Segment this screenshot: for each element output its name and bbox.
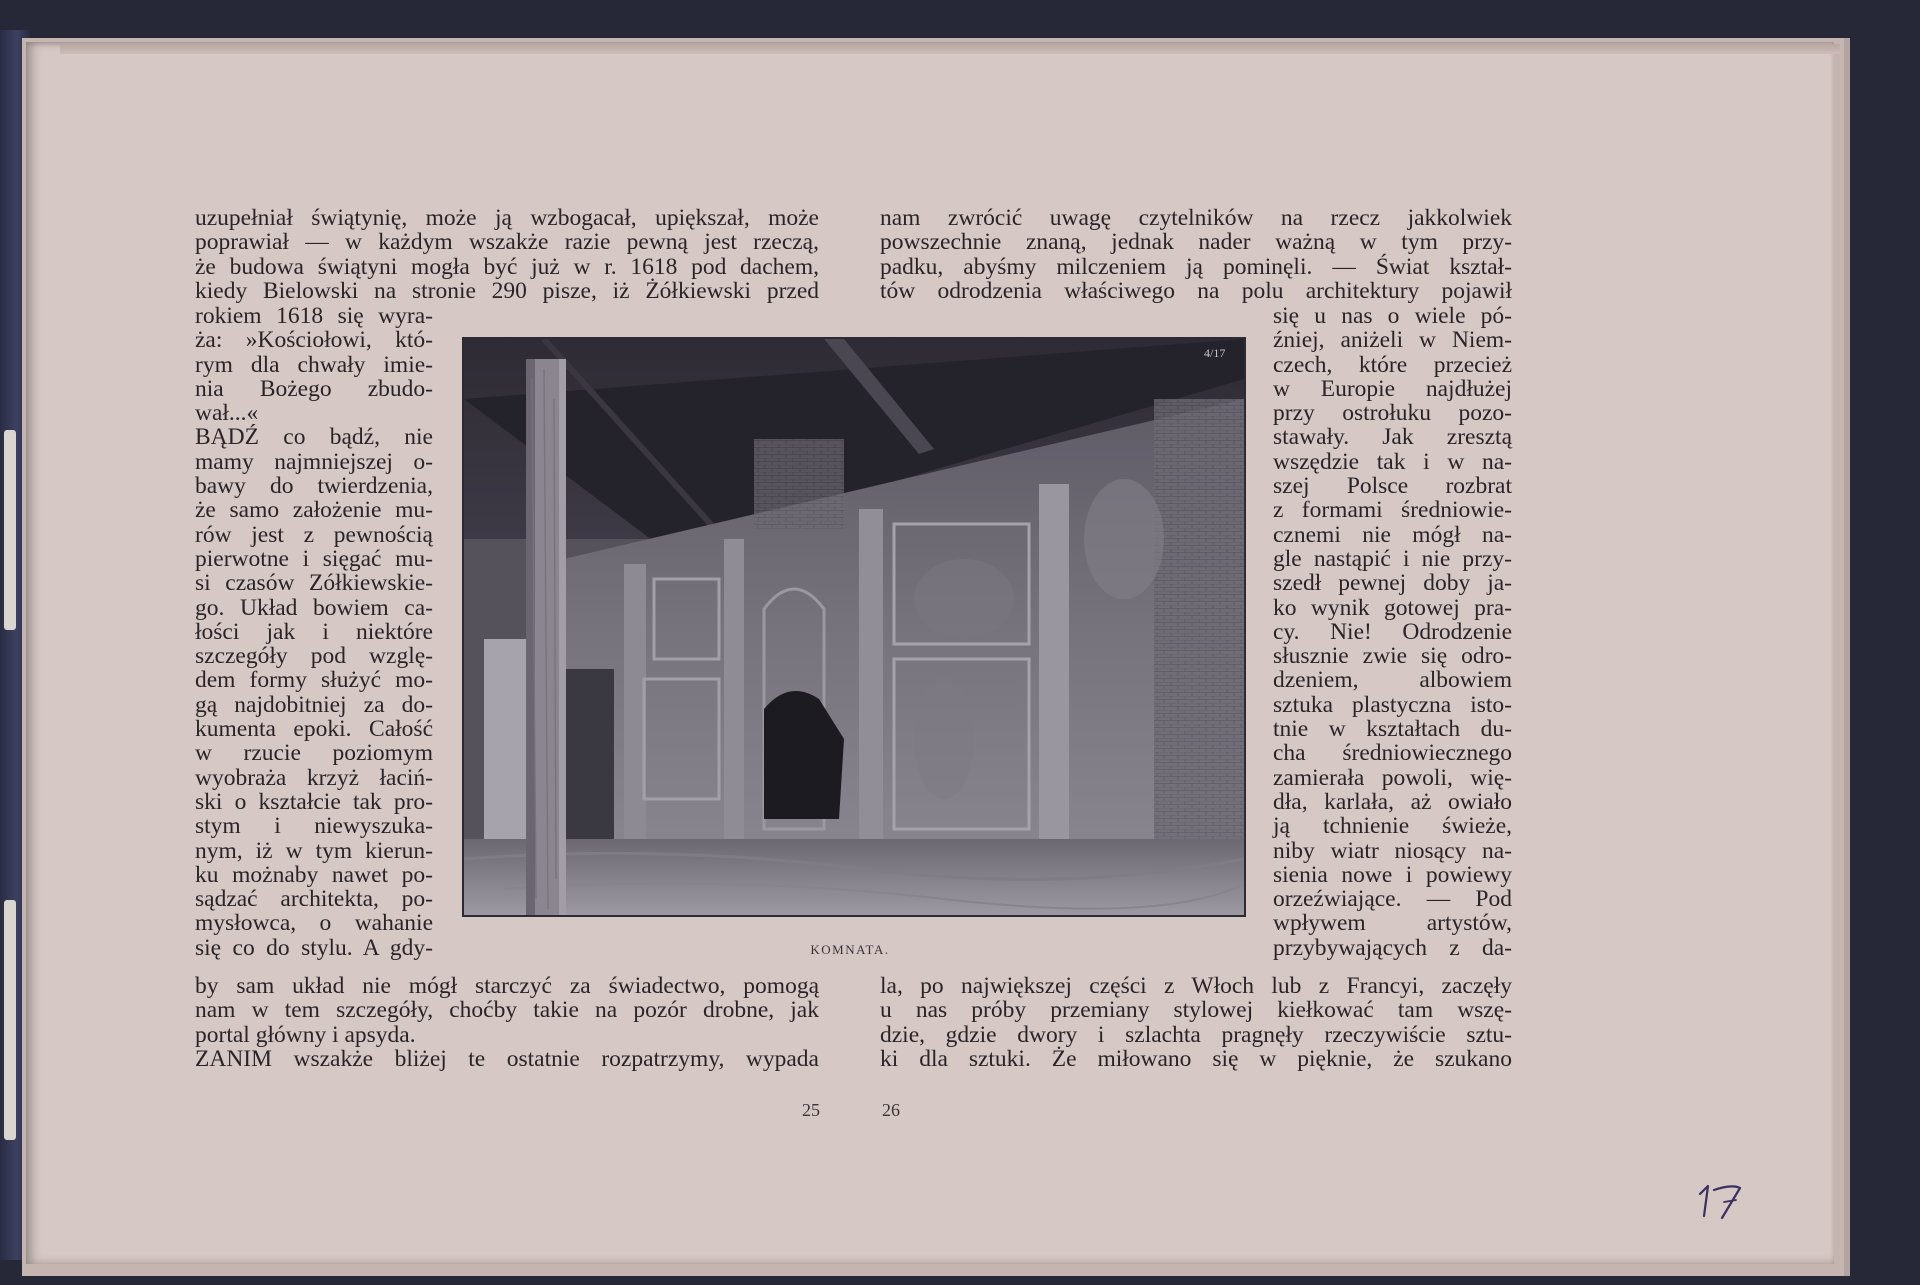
text-line: rokiem 1618 się wyra- xyxy=(195,303,433,329)
text-line: wszędzie tak i w na- xyxy=(1273,448,1512,475)
text-line: tnie w kształtach du- xyxy=(1273,716,1512,743)
text-line: szedł pewnej doby ja- xyxy=(1273,570,1512,597)
text-line: stym i niewyszuka- xyxy=(195,813,433,840)
text-line: pierwotne i sięgać mu- xyxy=(195,545,433,572)
text-line: wał...« xyxy=(195,400,259,427)
text-line: kiedy Bielowski na stronie 290 pisze, iż Żółkiewski przed xyxy=(195,277,819,304)
text-line: niby wiatr niosący na- xyxy=(1273,837,1512,864)
text-line: zamierała powoli, wię- xyxy=(1273,764,1512,791)
text-line: ski o kształcie tak pro- xyxy=(195,788,433,815)
text-line: si czasów Zółkiewskie- xyxy=(195,570,433,597)
text-line: się u nas o wiele pó- xyxy=(1273,303,1512,329)
komnata-photograph xyxy=(462,337,1246,917)
text-line: wpływem artystów, xyxy=(1273,910,1512,937)
text-line: nym, iż w tym kierun- xyxy=(195,837,433,864)
text-line: rów jest z pewnością xyxy=(195,521,433,548)
text-line: u nas próby przemiany stylowej kiełkować tam wszę- xyxy=(880,997,1512,1024)
binding-stitch xyxy=(4,430,16,630)
text-line: nam zwrócić uwagę czytelników na rzecz jakkolwiek xyxy=(880,205,1512,231)
text-line: źniej, aniżeli w Niem- xyxy=(1273,327,1512,354)
text-line: że samo założenie mu- xyxy=(195,497,433,524)
left-column-top xyxy=(195,206,819,303)
page-number-right: 26 xyxy=(882,1100,900,1120)
text-line: przybywających z da- xyxy=(1273,934,1512,961)
right-column-narrow xyxy=(1273,304,1512,960)
text-line: dzeniem, albowiem xyxy=(1273,667,1512,694)
text-line: że budowa świątyni mogła być już w r. 1618 pod dachem, xyxy=(195,253,819,280)
text-line: sądzać architekta, po- xyxy=(195,886,433,913)
text-line: powszechnie znaną, jednak nader ważną w tym przy- xyxy=(880,229,1512,256)
text-line: rym dla chwały imie- xyxy=(195,351,433,378)
text-line: cha średniowiecznego xyxy=(1273,740,1512,767)
right-column-bottom xyxy=(880,974,1512,1071)
page-number-left: 25 xyxy=(802,1100,820,1120)
text-line: ją tchnienie świeże, xyxy=(1273,813,1512,840)
text-line: poprawiał — w każdym wszakże razie pewną jest rzeczą, xyxy=(195,229,819,256)
text-line: się co do stylu. A gdy- xyxy=(195,934,433,961)
text-line: cy. Nie! Odrodzenie xyxy=(1273,618,1512,645)
text-line: sztuka plastyczna isto- xyxy=(1273,691,1512,718)
text-line: w Europie najdłużej xyxy=(1273,375,1512,402)
photo-corner-mark: 4/17 xyxy=(1204,346,1226,360)
text-line: sienia nowe i powiewy xyxy=(1273,861,1512,888)
text-line: ki dla sztuki. Że miłowano się w pięknie, że szukano xyxy=(880,1045,1512,1072)
text-line: szej Polsce rozbrat xyxy=(1273,473,1512,500)
left-column-bottom xyxy=(195,974,819,1071)
text-line: bawy do twierdzenia, xyxy=(195,473,433,500)
text-line: ża: »Kościołowi, któ- xyxy=(195,327,433,354)
text-line: gą najdobitniej za do- xyxy=(195,691,433,718)
text-line: nia Bożego zbudo- xyxy=(195,375,433,402)
text-line: ku możnaby nawet po- xyxy=(195,861,433,888)
text-line: gle nastąpić i nie przy- xyxy=(1273,545,1512,572)
right-column-top xyxy=(880,206,1512,303)
text-line: BĄDŹ co bądź, nie xyxy=(195,424,433,451)
text-line: portal główny i apsyda. xyxy=(195,1021,416,1048)
text-line: mamy najmniejszej o- xyxy=(195,448,433,475)
text-line: kumenta epoki. Całość xyxy=(195,716,433,743)
text-line: słusznie zwie się odro- xyxy=(1273,643,1512,670)
left-column-narrow xyxy=(195,304,433,960)
text-line: by sam układ nie mógł starczyć za świadectwo, pomogą xyxy=(195,973,819,999)
page-top-shadow xyxy=(60,44,1840,54)
text-line: łości jak i niektóre xyxy=(195,618,433,645)
text-line: wyobraża krzyż łaciń- xyxy=(195,764,433,791)
text-line: szczegóły pod wzglę- xyxy=(195,643,433,670)
text-line: nam w tem szczegóły, choćby takie na pozór drobne, jak xyxy=(195,997,819,1024)
text-line: z formami średniowie- xyxy=(1273,497,1512,524)
text-line: dzie, gdzie dwory i szlachta pragnęły rzeczywiście sztu- xyxy=(880,1021,1512,1048)
text-line: mysłowca, o wahanie xyxy=(195,910,433,937)
photo-caption: KOMNATA. xyxy=(810,942,890,957)
text-line: przy ostrołuku pozo- xyxy=(1273,400,1512,427)
text-line: w rzucie poziomym xyxy=(195,740,433,767)
text-line: uzupełniał świątynię, może ją wzbogacał, upiększał, może xyxy=(195,205,819,231)
text-line: stawały. Jak zresztą xyxy=(1273,424,1512,451)
text-line: la, po największej części z Włoch lub z Francyi, zaczęły xyxy=(880,973,1512,999)
binding-stitch xyxy=(4,900,16,1140)
text-line: czech, które przecież xyxy=(1273,351,1512,378)
text-line: padku, abyśmy milczeniem ją pominęli. — Świat kształ- xyxy=(880,253,1512,280)
text-line: dem formy służyć mo- xyxy=(195,667,433,694)
handwritten-page-mark xyxy=(1694,1180,1754,1220)
text-line: ko wynik gotowej pra- xyxy=(1273,594,1512,621)
text-line: go. Układ bowiem ca- xyxy=(195,594,433,621)
text-line: dła, karlała, aż owiało xyxy=(1273,788,1512,815)
text-line: orzeźwiające. — Pod xyxy=(1273,886,1512,913)
text-line: tów odrodzenia właściwego na polu architektury pojawił xyxy=(880,277,1512,304)
text-line: cznemi nie mógł na- xyxy=(1273,521,1512,548)
text-line: ZANIM wszakże bliżej te ostatnie rozpatrzymy, wypada xyxy=(195,1045,819,1072)
